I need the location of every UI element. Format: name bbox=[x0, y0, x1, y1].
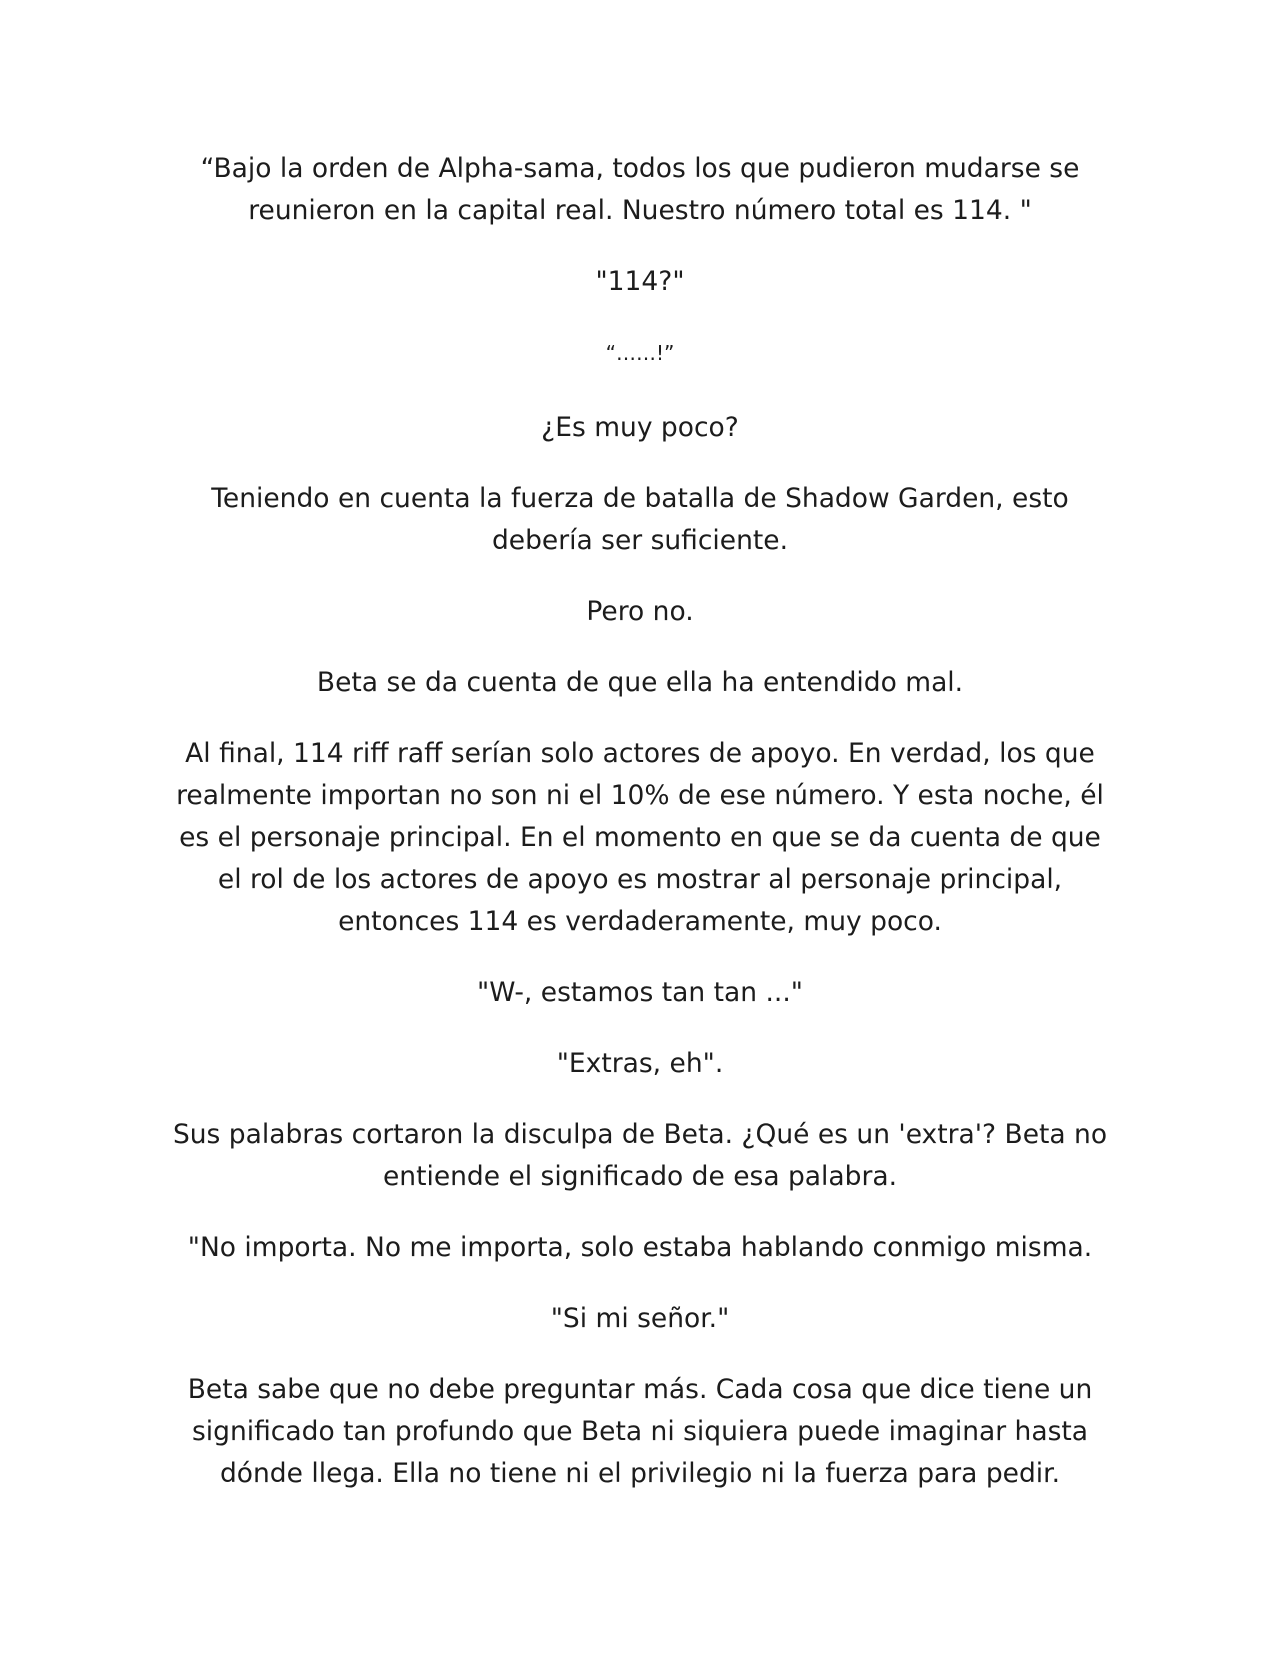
paragraph: “Bajo la orden de Alpha-sama, todos los que pudieron mudarse se reunieron en la capital real. Nuestro número total es 114. " bbox=[200, 153, 1080, 226]
paragraph: "114?" bbox=[595, 266, 685, 297]
paragraph: ¿Es muy poco? bbox=[541, 412, 739, 443]
paragraph: "Si mi señor." bbox=[550, 1303, 730, 1334]
page-text bbox=[170, 148, 1110, 1524]
paragraph: “……!” bbox=[605, 341, 675, 365]
paragraph: "No importa. No me importa, solo estaba hablando conmigo misma. bbox=[187, 1232, 1093, 1263]
paragraph: Pero no. bbox=[586, 596, 694, 627]
paragraph: Beta se da cuenta de que ella ha entendido mal. bbox=[316, 667, 964, 698]
paragraph: Teniendo en cuenta la fuerza de batalla de Shadow Garden, esto debería ser suficiente. bbox=[211, 483, 1069, 556]
paragraph: Beta sabe que no debe preguntar más. Cada cosa que dice tiene un significado tan profundo que Beta ni siquiera puede imaginar hasta dónde llega. Ella no tiene ni el privilegio ni la fuerza para pedir. bbox=[187, 1374, 1093, 1489]
paragraph: Al final, 114 riff raff serían solo actores de apoyo. En verdad, los que realmente importan no son ni el 10% de ese número. Y esta noche, él es el personaje principal. En el momento en que se da cuenta de que el rol de los actores de apoyo es mostrar al personaje principal, entonces 114 es verdaderamente, muy poco. bbox=[176, 738, 1104, 937]
paragraph: "W-, estamos tan tan ..." bbox=[477, 977, 803, 1008]
paragraph: "Extras, eh". bbox=[556, 1048, 724, 1079]
paragraph: Sus palabras cortaron la disculpa de Beta. ¿Qué es un 'extra'? Beta no entiende el significado de esa palabra. bbox=[172, 1119, 1108, 1192]
